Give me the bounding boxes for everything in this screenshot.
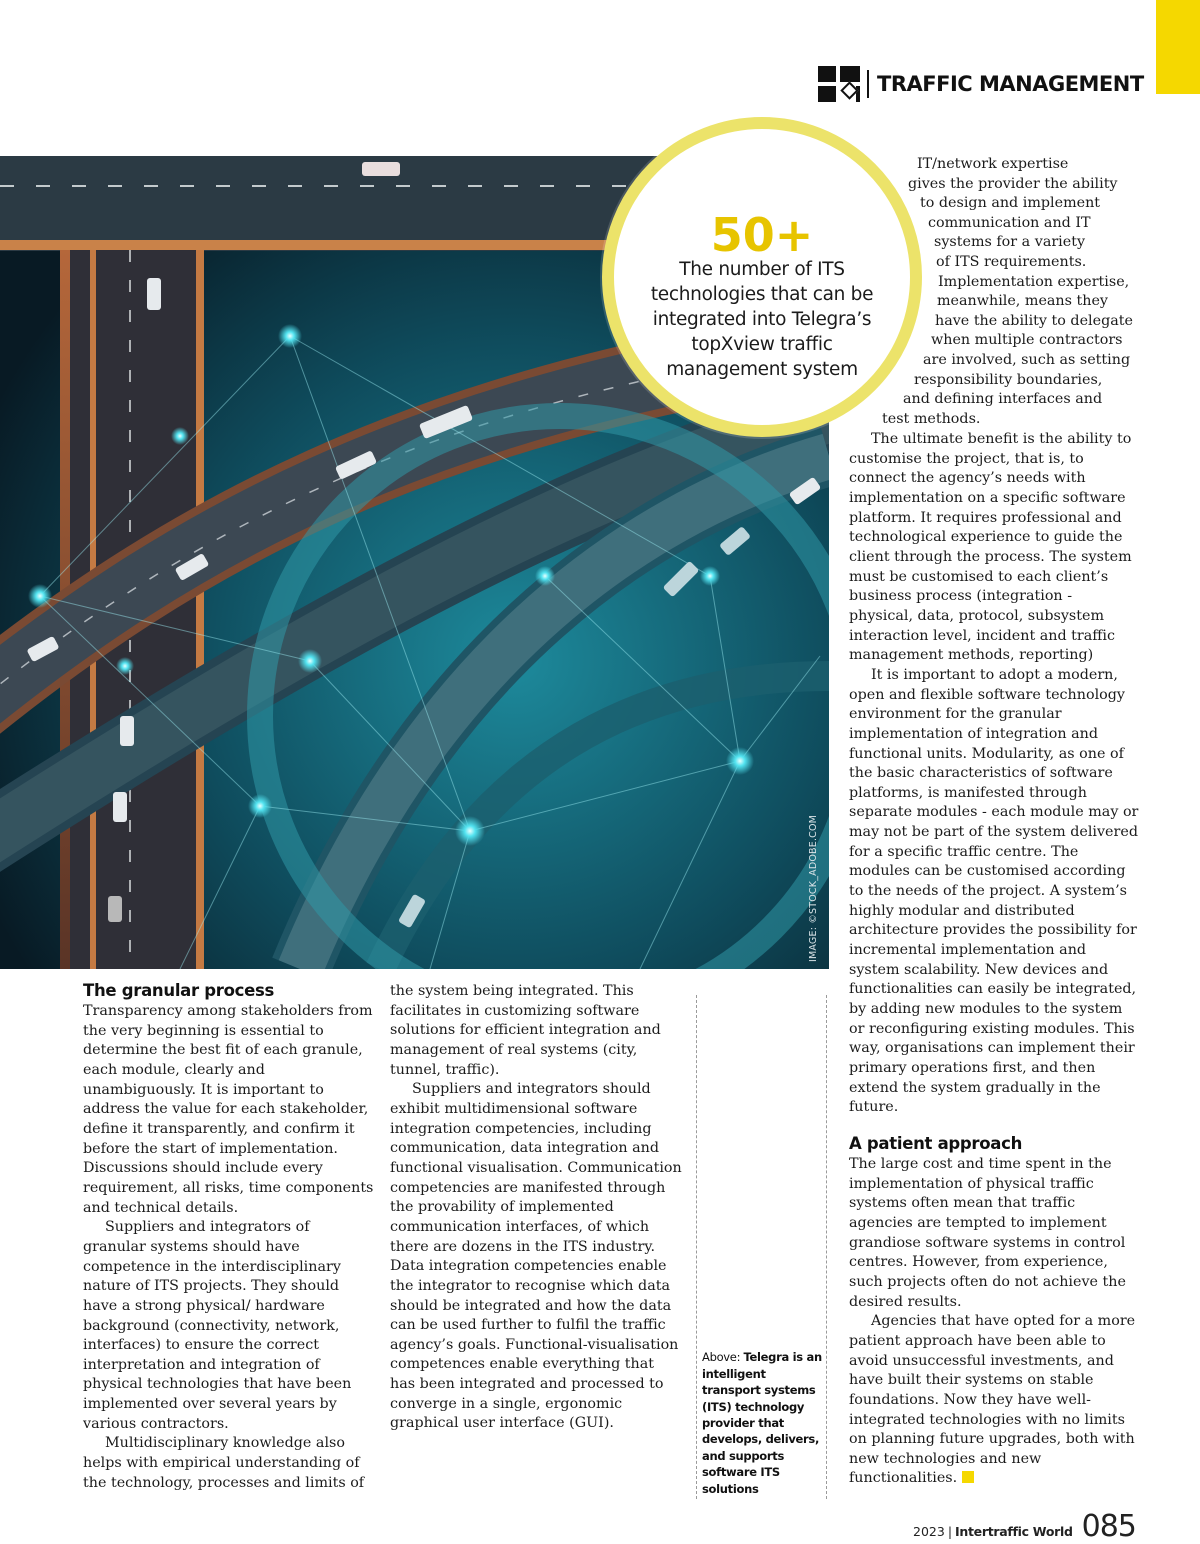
paragraph: Multidisciplinary knowledge also helps with empirical understanding of the technology, processes and limits of (83, 1435, 365, 1491)
caption-text: Telegra is an intelligent transport systems (ITS) technology provider that develops, delivers, and supports software ITS solutions (702, 1350, 822, 1496)
caption-box (696, 995, 827, 1499)
wrap-line: when multiple contractors (931, 332, 1123, 348)
end-mark-icon (962, 1471, 974, 1483)
left-column (83, 980, 375, 1493)
corner-color-tab (1156, 0, 1200, 94)
header-divider (867, 70, 869, 98)
photo-caption (702, 1349, 822, 1497)
last-paragraph: Agencies that have opted for a more patient approach have been able to avoid unsuccessful investments, and have built their systems on stable foundations. Now they have well-integrated technologies with no limits on planning future upgrades, both with new technologies and new functionalities. (849, 1313, 1136, 1487)
wrap-line: Implementation expertise, (938, 274, 1130, 290)
paragraph: The large cost and time spent in the implementation of physical traffic systems often mean that traffic agencies are tempted to implement grandiose software systems in control centres. However, from experience, such projects often do not achieve the desired results. (849, 1155, 1126, 1310)
wrap-line: systems for a variety (934, 234, 1086, 250)
wrap-line: and defining interfaces and (903, 391, 1103, 407)
section-title: TRAFFIC MANAGEMENT (877, 72, 1144, 96)
page-number: 085 (1081, 1509, 1136, 1544)
magazine-name: Intertraffic World (955, 1524, 1073, 1539)
stat-text: The number of ITS technologies that can be integrated into Telegra’s topXview traffic management system (650, 259, 874, 380)
wrap-line: of ITS requirements. (936, 254, 1087, 270)
wrap-line: IT/network expertise (917, 156, 1069, 172)
paragraph: The ultimate benefit is the ability to customise the project, that is, to connect the agency’s needs with implementation on a specific software platform. It requires professional and technological experience to guide the client through the process. The system must be customised to each client’s business process (integration - physical, data, protocol, subsystem interaction level, incident and traffic management methods, reporting) (849, 431, 1132, 664)
footer-year: 2023 (913, 1524, 945, 1539)
wrap-line: are involved, such as setting (923, 352, 1131, 368)
right-column (849, 430, 1139, 1489)
section-header (818, 66, 1144, 102)
section-heading: The granular process (83, 981, 275, 1000)
stat-number: 50+ (710, 208, 814, 262)
caption-label: Above: (702, 1350, 744, 1365)
traffic-management-logo-icon (818, 66, 860, 102)
stat-callout (602, 117, 922, 437)
wrap-line: meanwhile, means they (937, 293, 1109, 309)
page-footer (913, 1509, 1136, 1544)
wrap-line: test methods. (882, 411, 981, 427)
wrap-line: have the ability to delegate (935, 313, 1133, 329)
paragraph: Transparency among stakeholders from the very beginning is essential to determine the best fit of each granule, each module, clearly and unambiguously. It is important to address the value for each stakeholder, define it transparently, and confirm it before the start of implementation. Discussions should include every requirement, all risks, time components and technical details. (83, 1003, 374, 1216)
paragraph: Suppliers and integrators should exhibit multidimensional software integration competencies, including communication, data integration and functional visualisation. Communication competencies are manifested through the provability of implemented communication interfaces, of which there are dozens in the ITS industry. Data integration competencies enable the integrator to recognise which data should be integrated and how the data can be used further to fulfil the traffic agency’s goals. Functional-visualisation competences enable everything that has been integrated and processed to converge in a single, ergonomic graphical user interface (GUI). (390, 1081, 682, 1432)
footer-separator: | (947, 1524, 953, 1539)
wrap-line: to design and implement (920, 195, 1101, 211)
paragraph: the system being integrated. This facilitates in customizing software solutions for efficient integration and management of real systems (city, tunnel, traffic). (390, 983, 661, 1078)
wrap-line: responsibility boundaries, (914, 372, 1103, 388)
paragraph: It is important to adopt a modern, open and flexible software technology environment for the granular implementation of integration and functional units. Modularity, as one of the basic characteristics of software platforms, is manifested through separate modules - each module may or may not be part of the system delivered for a specific traffic centre. The modules can be customised according to the needs of the project. A system’s highly modular and distributed architecture provides the possibility for incremental implementation and system scalability. New devices and functionalities can easily be integrated, by adding new modules to the system or reconfiguring existing modules. This way, organisations can implement their primary operations first, and then extend the system gradually in the future. (849, 666, 1139, 1116)
middle-column (390, 982, 682, 1434)
photo-credit: IMAGE: ©STOCK_ADOBE.COM (808, 814, 819, 962)
wrap-line: communication and IT (928, 215, 1091, 231)
wrap-line: gives the provider the ability (908, 176, 1118, 192)
paragraph: Suppliers and integrators of granular systems should have competence in the interdisciplinary nature of ITS projects. They should have a strong physical/ hardware background (connectivity, network, interfaces) to ensure the correct interpretation and integration of physical technologies that have been implemented over several years by various contractors. (83, 1219, 352, 1432)
section-heading: A patient approach (849, 1133, 1023, 1153)
